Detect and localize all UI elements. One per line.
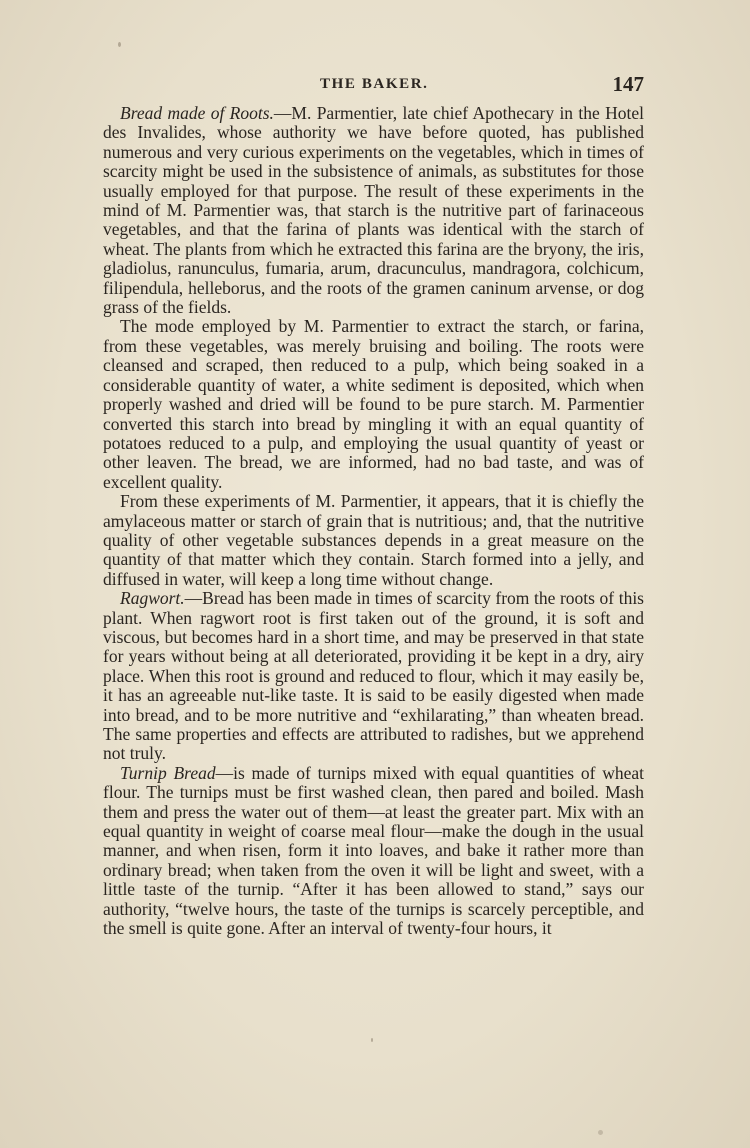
paragraph-text: —M. Parmentier, late chief Apothecary in the Hotel des Invalides, whose authority we have before quoted, has published numerous and very curious experiments on the vegetables, which in times of scarcity might be used in the subsistence of animals, as substitutes for those usually employed for that purpose. The result of these experiments in the mind of M. Parmentier was, that starch is the nutritive part of farinaceous vegetables, and that the farina of plants was identical with the starch of wheat. The plants from which he extracted this farina are the bryony, the iris, gladiolus, ranunculus, fumaria, arum, dracunculus, mandragora, colchicum, filipendula, helleborus, and the roots of the gramen caninum arvense, or dog grass of the fields. [103, 103, 645, 318]
body-text [103, 104, 644, 938]
ink-speck [371, 1038, 373, 1042]
paragraph-ragwort [103, 589, 644, 764]
ink-speck [118, 42, 121, 47]
paragraph-text: From these experiments of M. Parmentier, it appears, that it is chiefly the amylaceous matter or starch of grain that is nutritious; and, that the nutritive quality of other vegetable substances depends in a great measure on the quantity of that matter which they contain. Starch formed into a jelly, and diffused in water, will keep a long time without change. [103, 491, 644, 589]
page-header [103, 72, 644, 98]
ink-speck [598, 1130, 603, 1135]
paragraph-lead: Ragwort. [120, 588, 185, 609]
paragraph-from-these-experiments [103, 492, 644, 589]
paragraph-text: —Bread has been made in times of scarcity from the roots of this plant. When ragwort root is first taken out of the ground, it is soft and viscous, but becomes hard in a short time, and may be preserved in that state for years without being at all deteriorated, providing it be kept in a dry, airy place. When this root is ground and reduced to flour, which it may easily be, it has an agreeable nut-like taste. It is said to be easily digested when made into bread, and to be more nutritive and “exhilarating,” than wheaten bread. The same properties and effects are attributed to radishes, but we apprehend not truly. [103, 588, 644, 764]
paragraph-text: The mode employed by M. Parmentier to extract the starch, or farina, from these vegetables, was merely bruising and boiling. The roots were cleansed and scraped, then reduced to a pulp, which being soaked in a considerable quantity of water, a white sediment is deposited, which when properly washed and dried will be found to be pure starch. M. Parmentier converted this starch into bread by mingling it with an equal quantity of potatoes reduced to a pulp, and employing the usual quantity of yeast or other leaven. The bread, we are informed, had no bad taste, and was of excellent quality. [103, 316, 644, 492]
running-head: THE BAKER. [320, 76, 429, 92]
page-number: 147 [612, 72, 644, 96]
paragraph-mode-employed [103, 317, 644, 492]
paragraph-text: —is made of turnips mixed with equal quantities of wheat flour. The turnips must be first washed clean, then pared and boiled. Mash them and press the water out of them—at least the greater part. Mix with an equal quantity in weight of coarse meal flour—make the dough in the usual manner, and when risen, form it into loaves, and bake it rather more than ordinary bread; when taken from the oven it will be light and sweet, with a little taste of the turnip. “After it has been allowed to stand,” says our authority, “twelve hours, the taste of the turnips is scarcely perceptible, and the smell is quite gone. After an interval of twenty-four hours, it [103, 762, 644, 939]
paragraph-lead: Bread made of Roots. [120, 103, 274, 123]
paragraph-turnip-bread [103, 764, 644, 939]
paragraph-lead: Turnip Bread [120, 762, 216, 783]
paragraph-bread-made-of-roots [103, 104, 644, 317]
